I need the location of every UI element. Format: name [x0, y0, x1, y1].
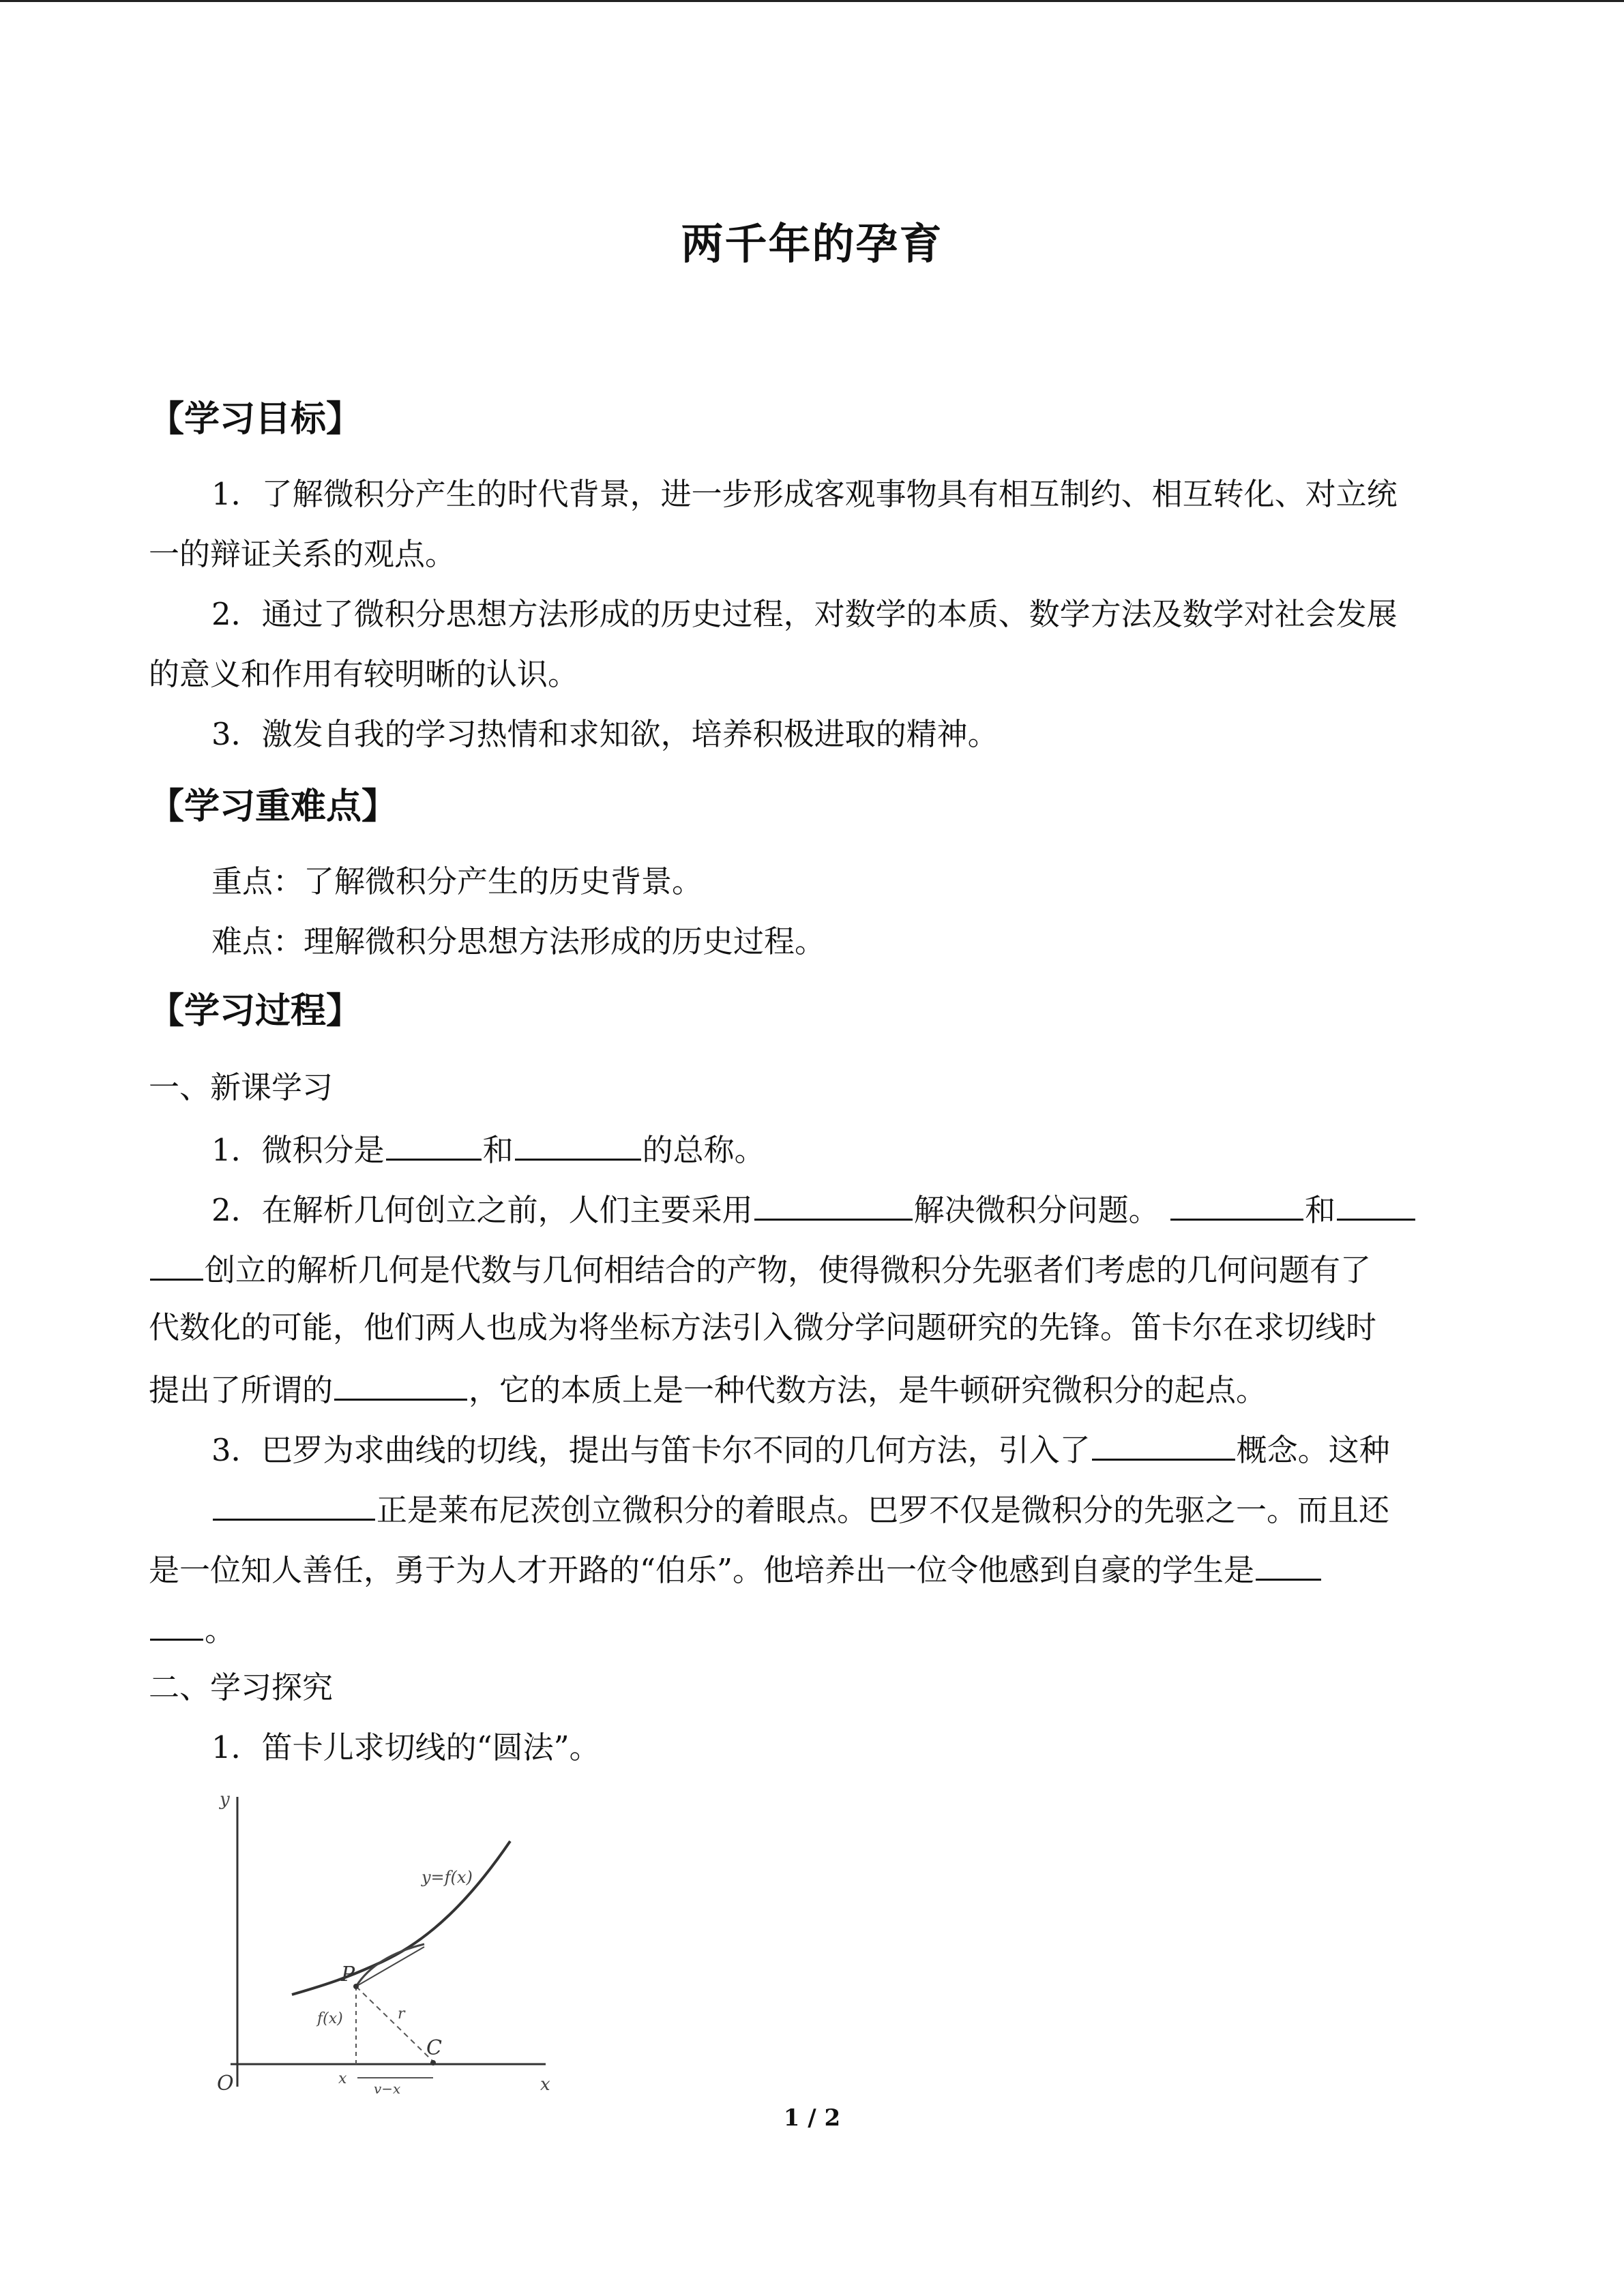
question-3-line-2 [211, 1487, 1389, 1531]
fx-label: f(x) [317, 2010, 343, 2027]
q2-text-f: 提出了所谓的 [149, 1372, 334, 1408]
function-curve [292, 1841, 510, 1995]
goal-1-line-1: 1．了解微积分产生的时代背景，进一步形成客观事物具有相互制约、相互转化、对立统 [211, 476, 1398, 512]
question-3-line-4 [149, 1607, 235, 1651]
goal-1-line-2: 一的辩证关系的观点。 [149, 536, 456, 572]
page-title: 两千年的孕育 [681, 219, 943, 269]
q1-blank-1[interactable] [386, 1127, 482, 1161]
key-point-line: 重点：了解微积分产生的历史背景。 [211, 863, 703, 899]
origin-label: O [217, 2072, 234, 2096]
q2-text-g: ，它的本质上是一种代数方法，是牛顿研究微积分的起点。 [469, 1372, 1267, 1408]
point-c-label: C [426, 2036, 442, 2060]
q3-blank-3a[interactable] [1256, 1547, 1321, 1581]
question-2-line-3: 代数化的可能，他们两人也成为将坐标方法引入微分学问题研究的先锋。笛卡尔在求切线时 [149, 1309, 1377, 1345]
top-border-line [0, 0, 1624, 2]
process-heading: 【学习过程】 [149, 991, 362, 1032]
goal-2-line-2: 的意义和作用有较明晰的认识。 [149, 656, 579, 692]
q2-text-a: 2．在解析几何创立之前，人们主要采用 [211, 1192, 753, 1228]
question-2-line-2 [149, 1247, 1371, 1291]
point-p-label: P [341, 1963, 355, 1986]
q2-blank-3a[interactable] [1337, 1187, 1415, 1221]
part-2-title: 二、学习探究 [149, 1669, 334, 1705]
x-tick-label: x [338, 2070, 347, 2087]
q1-text-c: 的总称。 [642, 1132, 765, 1168]
question-3-line-3 [149, 1547, 1323, 1591]
goals-heading: 【学习目标】 [149, 399, 362, 440]
hard-point-line: 难点：理解微积分思想方法形成的历史过程。 [211, 923, 826, 959]
q2-blank-1[interactable] [754, 1187, 913, 1221]
q1-text-b: 和 [482, 1132, 514, 1168]
q3-blank-1[interactable] [1092, 1427, 1235, 1461]
question-1 [211, 1127, 765, 1171]
q2-blank-2[interactable] [1170, 1187, 1303, 1221]
page-number: 1 / 2 [783, 2104, 841, 2132]
secant-line [356, 1947, 424, 1986]
q2-text-c: 和 [1304, 1192, 1335, 1228]
center-point-c [430, 2060, 436, 2066]
part-1-title: 一、新课学习 [149, 1069, 334, 1105]
q1-text-a: 1．微积分是 [211, 1132, 385, 1168]
key-points-heading: 【学习重难点】 [149, 786, 398, 827]
q3-blank-2[interactable] [213, 1487, 375, 1521]
y-axis-label: y [220, 1789, 230, 1810]
question-2-line-1 [211, 1187, 1417, 1231]
q1-blank-2[interactable] [515, 1127, 641, 1161]
question-3-line-1 [211, 1427, 1390, 1471]
goal-2-line-1: 2．通过了微积分思想方法形成的历史过程，对数学的本质、数学方法及数学对社会发展 [211, 596, 1398, 632]
goal-3-line: 3．激发自我的学习热情和求知欲，培养积极进取的精神。 [211, 716, 999, 752]
x-axis-label: x [540, 2074, 550, 2095]
q2-text-b: 解决微积分问题。 [913, 1192, 1160, 1228]
q3-text-e: 。 [205, 1612, 236, 1648]
q3-text-d: 是一位知人善任，勇于为人才开路的“伯乐”。他培养出一位令他感到自豪的学生是 [149, 1552, 1255, 1588]
q3-text-a: 3．巴罗为求曲线的切线，提出与笛卡尔不同的几何方法，引入了 [211, 1432, 1091, 1468]
radius-dashed-line [356, 1986, 433, 2061]
tangent-circle-method-figure [205, 1783, 559, 2097]
radius-label: r [398, 2006, 405, 2023]
q3-text-b: 概念。这种 [1236, 1432, 1390, 1468]
q3-blank-3b[interactable] [150, 1607, 203, 1641]
part-2-question-1: 1．笛卡儿求切线的“圆法”。 [211, 1729, 600, 1765]
q2-blank-3b[interactable] [150, 1247, 203, 1281]
difference-label: v−x [374, 2081, 401, 2097]
q2-text-d: 创立的解析几何是代数与几何相结合的产物，使得微积分先驱者们考虑的几何问题有了 [205, 1252, 1372, 1288]
curve-label: y=f(x) [422, 1868, 473, 1887]
q2-blank-4[interactable] [334, 1367, 467, 1401]
q3-text-c: 正是莱布尼茨创立微积分的着眼点。巴罗不仅是微积分的先驱之一。而且还 [377, 1492, 1390, 1528]
question-2-line-4 [149, 1367, 1267, 1411]
